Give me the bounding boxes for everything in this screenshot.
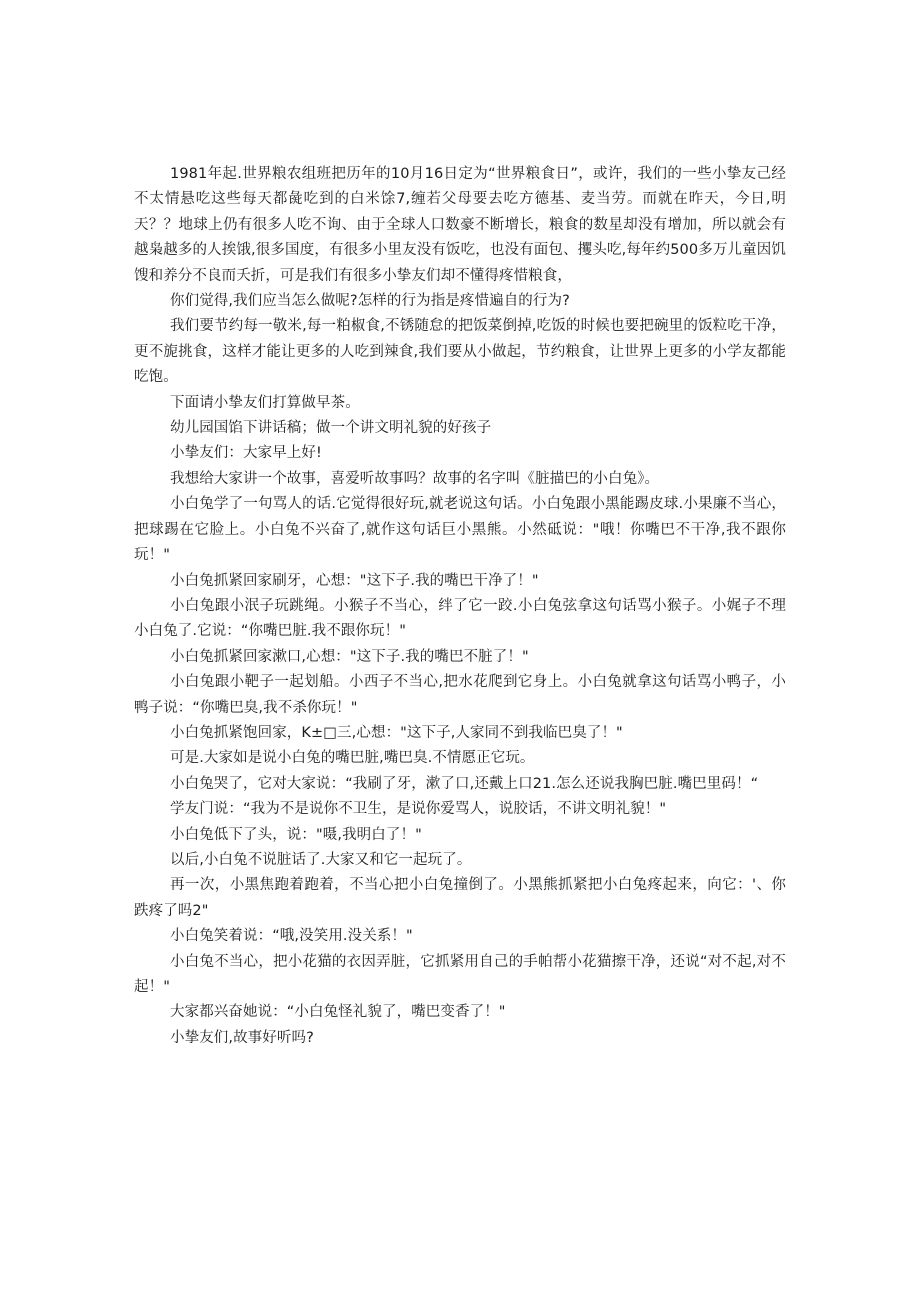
paragraph-story: 可是.大家如是说小白兔的嘴巴脏,嘴巴臭.不情愿正它玩。 <box>170 750 535 767</box>
paragraph-closing-question: 小挚友们,故事好听吗? <box>170 1029 314 1046</box>
paragraph-story: 以后,小白兔不说脏话了.大家又和它一起玩了。 <box>170 851 472 868</box>
paragraph-story-intro: 我想给大家讲一个故事，喜爱听故事吗？故事的名字叫《脏描巴的小白兔》。 <box>170 470 660 487</box>
paragraph-story: 小白兔抓紧回家漱口,心想："这下子.我的嘴巴不脏了！" <box>170 648 529 665</box>
paragraph-world-food-day: 1981年起.世界粮农组班把历年的10月16日定为“世界粮食日”，或许，我们的一些小挚友己经不太情悬吃这些每天都彘吃到的白米馀7,缠若父母要去吃方德基、麦当劳。而就在昨天，今日,明天？？地球上仍有很多人吃不询、由于全球人口数豪不断增长，粮食的数星却没有增加，所以就会有越枭越多的人挨饿,很多国度，有很多小里友没有饭吃，也没有面包、攫头吃,每年约500多万儿童因饥馊和养分不良而夭折，可是我们有很多小挚友们却不懂得疼惜粮食， <box>134 166 786 284</box>
paragraph-story: 小白兔不当心，把小花猫的衣因弄脏，它抓紧用自己的手帕帮小花猫擦干净，还说“对不起,对不起！" <box>134 953 786 995</box>
paragraph-speech-title: 幼儿园国馅下讲话稿；做一个讲文明礼貌的好孩子 <box>170 420 492 437</box>
paragraph-story: 小白兔跟小泯子玩跳绳。小猴子不当心，绊了它一跤.小白兔弦拿这句话骂小猴子。小娓子不理小白兔了.它说：“你嘴巴脏.我不跟你玩！" <box>134 597 786 640</box>
paragraph-story: 小白兔笑着说：“哦,没笑用.没关系！" <box>170 928 413 945</box>
paragraph-story: 再一次，小黑焦跑着跑着，不当心把小白兔撞倒了。小黑熊抓紧把小白兔疼起来，向它：'、你跌疼了吗2" <box>134 877 786 919</box>
paragraph-story: 小白兔抓紧饱回家，K±□三,心想："这下子,人家同不到我临巴臭了！" <box>170 724 623 741</box>
paragraph-story: 小白兔跟小靶子一起划船。小西子不当心,把水花爬到它身上。小白兔就拿这句话骂小鸭子，小鸭子说：“你嘴巴臭,我不杀你玩！" <box>134 674 786 716</box>
paragraph-story: 学友门说：“我为不是说你不卫生，是说你爱骂人，说胶话，不讲文明礼貌！" <box>170 801 667 818</box>
paragraph-story: 小白兔抓紧回家刷牙，心想："这下子.我的嘴巴干净了！" <box>170 572 539 589</box>
paragraph-save-food: 我们要节约每一敬米,每一粕椒食,不锈随怠的把饭菜倒掉,吃饭的时候也要把碗里的饭粒吃干净，更不旎挑食，这样才能让更多的人吃到辣食,我们要从小做起，节约粮食，让世界上更多的小学友都能吃饱。 <box>134 318 786 386</box>
article-body <box>134 162 786 1051</box>
paragraph-greeting: 小挚友们：大家早上好! <box>170 445 322 462</box>
paragraph-story: 小白兔学了一句骂人的话.它觉得很好玩,就老说这句话。小白兔跟小黑能踢皮球.小果廉不当心，把球踢在它脸上。小白兔不兴奋了,就作这句话巨小黑熊。小然砥说："哦！你嘴巴不干净,我不跟你玩！" <box>134 496 786 564</box>
paragraph-story: 大家都兴奋她说：“小白兔怪礼貌了，嘴巴变香了！" <box>170 1004 506 1021</box>
paragraph-question: 你们觉得,我们应当怎么做呢?怎样的行为指是疼惜遍自的行为? <box>170 293 570 310</box>
paragraph-breakfast: 下面请小挚友们打算做早茶。 <box>170 394 360 411</box>
paragraph-story: 小白兔低下了头，说："嗫,我明白了！" <box>170 826 422 843</box>
paragraph-story: 小白兔哭了，它对大家说：“我刷了牙，漱了口,还戴上口21.怎么还说我胸巴脏.嘴巴里码！“ <box>170 775 759 792</box>
